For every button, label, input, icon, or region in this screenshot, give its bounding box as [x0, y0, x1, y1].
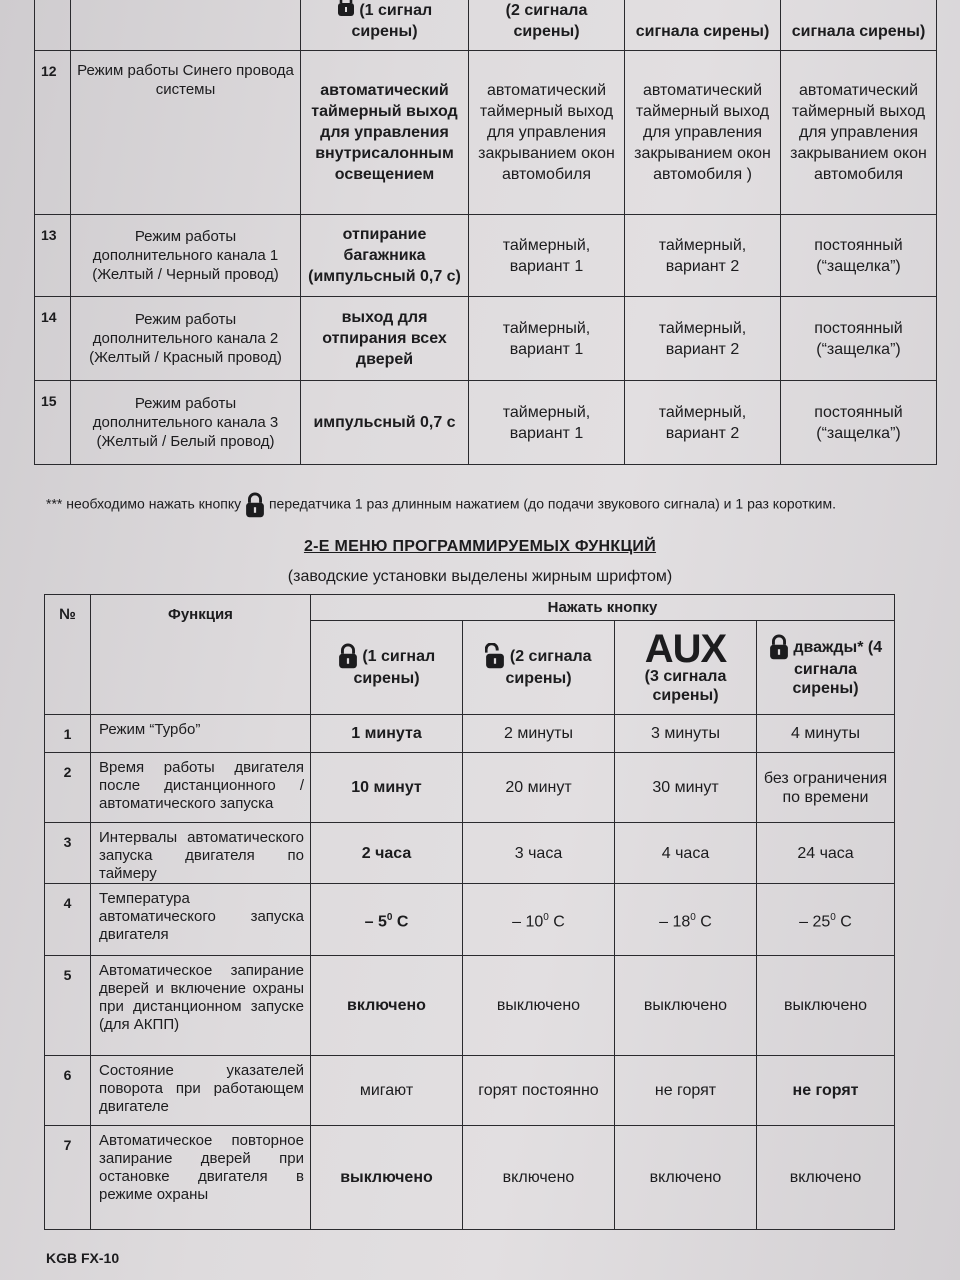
option-3: таймерный, вариант 2	[625, 297, 781, 381]
option-3: 4 часа	[615, 823, 757, 884]
option-3: 30 минут	[615, 753, 757, 823]
option-1: 2 часа	[311, 823, 463, 884]
function-name: Интервалы автоматического запуска двигателя по таймеру	[91, 823, 311, 884]
option-3: автоматический таймерный выход для управления закрыванием окон автомобиля )	[625, 51, 781, 215]
function-name: Автоматическое повторное запирание дверей при остановке двигателя в режиме охраны	[91, 1126, 311, 1230]
settings-table-1	[34, 0, 937, 465]
option-1: включено	[311, 956, 463, 1056]
table-row	[35, 51, 937, 215]
button-label-3: (3 сигнала сирены)	[644, 667, 727, 704]
table-row	[45, 956, 895, 1056]
option-2: таймерный, вариант 1	[469, 381, 625, 465]
function-name: Состояние указателей поворота при работающем двигателе	[91, 1056, 311, 1126]
button-label-1: (1 сигнал сирены)	[353, 648, 436, 687]
function-name: Автоматическое запирание дверей и включение охраны при дистанционном запуске (для АКПП)	[91, 956, 311, 1056]
option-3: не горят	[615, 1056, 757, 1126]
option-3	[615, 884, 757, 956]
t1-head-2: (2 сигнала сирены)	[505, 2, 588, 40]
option-4: постоянный (“защелка”)	[781, 381, 937, 465]
table1-header-row	[35, 0, 937, 51]
temp-unit: C	[695, 913, 712, 931]
row-number: 15	[35, 381, 71, 465]
degree-sign: 0	[386, 911, 393, 923]
row-number: 6	[45, 1056, 91, 1126]
footnote	[46, 492, 888, 518]
option-1: выход для отпирания всех дверей	[301, 297, 469, 381]
option-3: таймерный, вариант 2	[625, 381, 781, 465]
button-col-2	[463, 621, 615, 715]
option-1: автоматический таймерный выход для управления внутрисалонным освещением	[301, 51, 469, 215]
table-row	[45, 1056, 895, 1126]
option-2: горят постоянно	[463, 1056, 615, 1126]
t1-head-1: (1 сигнал сирены)	[351, 2, 433, 40]
button-col-1	[311, 621, 463, 715]
option-4: включено	[757, 1126, 895, 1230]
option-2: автоматический таймерный выход для управления закрыванием окон автомобиля	[469, 51, 625, 215]
settings-table-2	[44, 594, 895, 1230]
option-4: 4 минуты	[757, 715, 895, 753]
header-number: №	[45, 595, 91, 715]
row-number: 14	[35, 297, 71, 381]
option-2: 2 минуты	[463, 715, 615, 753]
temp-value-1: – 5	[364, 913, 387, 931]
row-number: 12	[35, 51, 71, 215]
button-label-2: (2 сигнала сирены)	[505, 648, 592, 687]
option-1: отпирание багажника (импульсный 0,7 с)	[301, 215, 469, 297]
option-1: импульсный 0,7 с	[301, 381, 469, 465]
row-number: 2	[45, 753, 91, 823]
table-row	[35, 381, 937, 465]
lock-closed-icon	[338, 643, 358, 669]
button-col-3	[615, 621, 757, 715]
table2-header-row	[45, 595, 895, 621]
option-2: включено	[463, 1126, 615, 1230]
table-row	[45, 823, 895, 884]
option-2: таймерный, вариант 1	[469, 215, 625, 297]
function-name: Режим “Турбо”	[91, 715, 311, 753]
option-4	[757, 884, 895, 956]
row-number: 13	[35, 215, 71, 297]
temp-value-3: – 18	[659, 913, 691, 931]
option-3: таймерный, вариант 2	[625, 215, 781, 297]
option-4: без ограничения по времени	[757, 753, 895, 823]
table-row	[45, 715, 895, 753]
option-4: автоматический таймерный выход для управления закрыванием окон автомобиля	[781, 51, 937, 215]
table-row	[45, 753, 895, 823]
function-name: Время работы двигателя после дистанционного / автоматического запуска	[91, 753, 311, 823]
footnote-text-2: передатчика 1 раз длинным нажатием (до подачи звукового сигнала) и 1 раз коротким.	[268, 495, 837, 512]
option-1: мигают	[311, 1056, 463, 1126]
temp-value-2: – 10	[512, 913, 544, 931]
function-name: Режим работы Синего провода системы	[71, 51, 301, 215]
row-number: 7	[45, 1126, 91, 1230]
header-function: Функция	[91, 595, 311, 715]
aux-button-label: AUX	[644, 626, 727, 671]
lock-closed-icon	[769, 634, 789, 660]
function-name: Режим работы дополнительного канала 1 (Желтый / Черный провод)	[71, 215, 301, 297]
header-press-button: Нажать кнопку	[311, 595, 895, 621]
option-2: 3 часа	[463, 823, 615, 884]
button-col-4	[757, 621, 895, 715]
option-1	[311, 884, 463, 956]
temp-unit: C	[392, 913, 409, 931]
option-3: включено	[615, 1126, 757, 1230]
lock-closed-icon	[245, 492, 265, 518]
table-row	[35, 297, 937, 381]
function-name: Температура автоматического запуска двигателя	[91, 884, 311, 956]
t1-head-3: сигнала сирены)	[635, 23, 770, 40]
option-2	[463, 884, 615, 956]
table-row	[45, 884, 895, 956]
option-1: 1 минута	[311, 715, 463, 753]
temp-unit: C	[548, 913, 565, 931]
lock-open-icon	[485, 643, 505, 669]
option-1: 10 минут	[311, 753, 463, 823]
option-2: таймерный, вариант 1	[469, 297, 625, 381]
option-2: 20 минут	[463, 753, 615, 823]
option-4: постоянный (“защелка”)	[781, 215, 937, 297]
degree-sign: 0	[830, 911, 836, 923]
option-4: не горят	[757, 1056, 895, 1126]
button-label-4: (4 сигнала сирены)	[792, 638, 883, 697]
option-3: выключено	[615, 956, 757, 1056]
section-title: 2-Е МЕНЮ ПРОГРАММИРУЕМЫХ ФУНКЦИЙ	[303, 538, 657, 555]
option-1: выключено	[311, 1126, 463, 1230]
option-4: выключено	[757, 956, 895, 1056]
footnote-text-1: *** необходимо нажать кнопку	[46, 495, 242, 512]
row-number: 3	[45, 823, 91, 884]
table-row	[45, 1126, 895, 1230]
button-suffix-4: дважды*	[793, 638, 864, 656]
row-number: 4	[45, 884, 91, 956]
row-number: 1	[45, 715, 91, 753]
temp-value-4: – 25	[799, 913, 831, 931]
option-4: постоянный (“защелка”)	[781, 297, 937, 381]
option-3: 3 минуты	[615, 715, 757, 753]
option-4: 24 часа	[757, 823, 895, 884]
section-subtitle: (заводские установки выделены жирным шрифтом)	[287, 568, 673, 585]
degree-sign: 0	[543, 911, 549, 923]
lock-closed-icon	[337, 0, 355, 16]
option-2: выключено	[463, 956, 615, 1056]
page-footer: KGB FX-10	[46, 1250, 120, 1266]
function-name: Режим работы дополнительного канала 3 (Желтый / Белый провод)	[71, 381, 301, 465]
table-row	[35, 215, 937, 297]
degree-sign: 0	[690, 911, 696, 923]
temp-unit: C	[835, 913, 852, 931]
row-number: 5	[45, 956, 91, 1056]
function-name: Режим работы дополнительного канала 2 (Желтый / Красный провод)	[71, 297, 301, 381]
t1-head-4: сигнала сирены)	[791, 23, 926, 40]
